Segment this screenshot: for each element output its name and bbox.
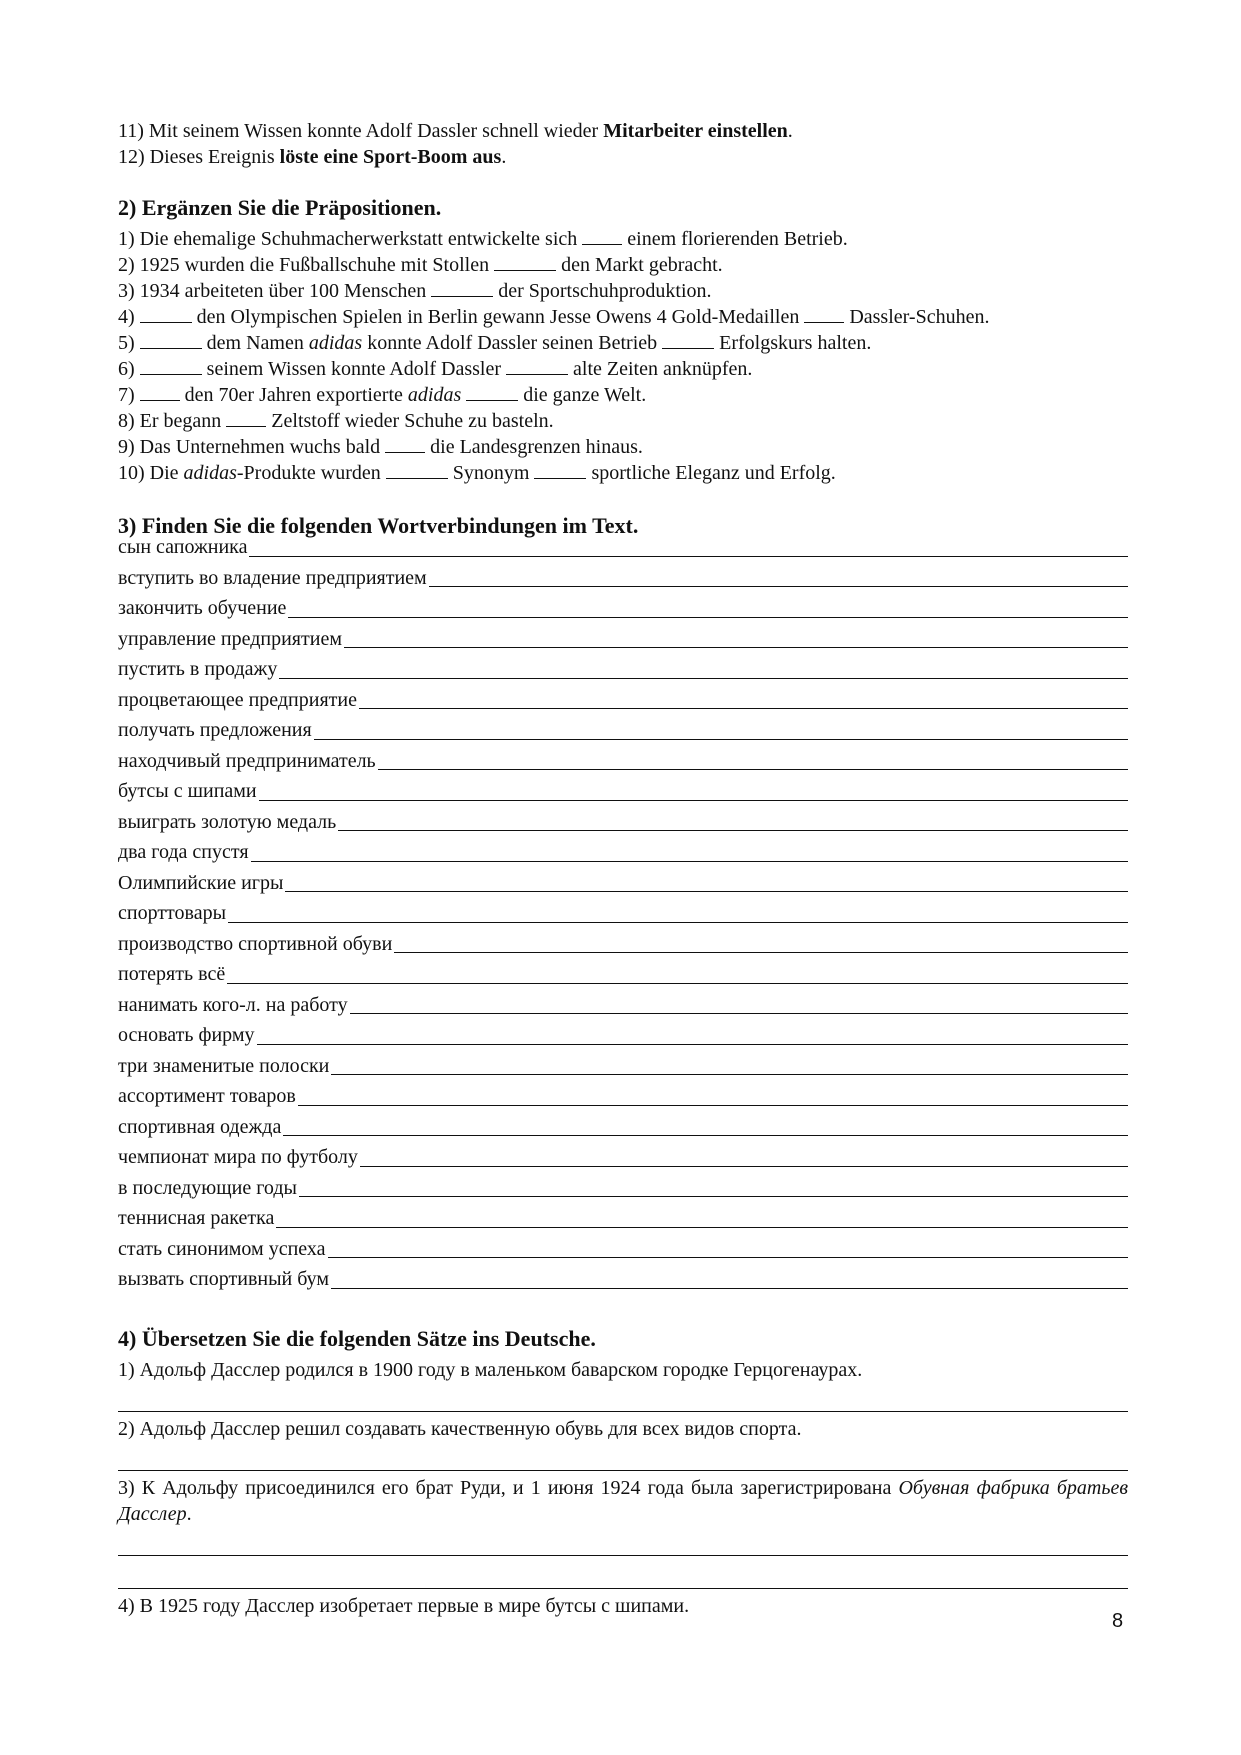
exercise-line: 4) den Olympischen Spielen in Berlin gewann Jesse Owens 4 Gold-Medaillen Dassler-Schuhen. [118, 306, 990, 328]
answer-line[interactable] [350, 1013, 1128, 1014]
word-combination-row [118, 807, 1128, 838]
exercise-line: 3) 1934 arbeiteten über 100 Menschen der Sportschuhproduktion. [118, 280, 712, 302]
answer-line[interactable] [331, 1288, 1128, 1289]
answer-line[interactable] [359, 708, 1128, 709]
word-combination-row [118, 959, 1128, 990]
sentence-11: 11) Mit seinem Wissen konnte Adolf Dassler schnell wieder Mitarbeiter einstellen. [118, 120, 793, 142]
word-combination-label: два года спустя [118, 841, 249, 863]
word-combination-label: Олимпийские игры [118, 871, 284, 894]
word-combination-label: находчивый предприниматель [118, 749, 376, 772]
word-combination-label: получать предложения [118, 719, 312, 741]
translation-sentence-4: 4) В 1925 году Дасслер изобретает первые в мире бутсы с шипами. [118, 1594, 690, 1617]
answer-line[interactable] [360, 1166, 1128, 1167]
word-combination-label: спорттовары [118, 902, 227, 924]
answer-line[interactable] [227, 983, 1128, 984]
word-combination-label: управление предприятием [118, 627, 342, 650]
word-combination-row [118, 1112, 1128, 1143]
answer-line[interactable] [228, 922, 1128, 923]
blank[interactable] [385, 434, 425, 453]
exercise-line: 8) Er begann Zeltstoff wieder Schuhe zu basteln. [118, 410, 554, 432]
exercise-line: 9) Das Unternehmen wuchs bald die Landesgrenzen hinaus. [118, 436, 643, 458]
word-combination-label: теннисная ракетка [118, 1207, 275, 1229]
answer-line[interactable] [328, 1257, 1128, 1258]
word-combination-label: вызвать спортивный бум [118, 1268, 330, 1290]
exercise-line: 1) Die ehemalige Schuhmacherwerkstatt entwickelte sich einem florierenden Betrieb. [118, 228, 848, 250]
word-combination-row [118, 1020, 1128, 1051]
blank[interactable] [386, 460, 448, 479]
word-combination-row [118, 654, 1128, 685]
answer-line[interactable] [394, 952, 1128, 953]
answer-line[interactable] [378, 769, 1128, 770]
word-combination-row [118, 990, 1128, 1021]
section-title: 4) Übersetzen Sie die folgenden Sätze ins Deutsche. [118, 1325, 596, 1351]
blank[interactable] [431, 278, 493, 297]
exercise-line: 10) Die adidas-Produkte wurden Synonym sportliche Eleganz und Erfolg. [118, 462, 836, 484]
blank[interactable] [140, 304, 192, 323]
answer-line[interactable] [288, 617, 1128, 618]
word-combination-row [118, 1142, 1128, 1173]
section-word-combinations [118, 512, 1128, 1295]
exercise-line: 2) 1925 wurden die Fußballschuhe mit Stollen den Markt gebracht. [118, 254, 723, 276]
answer-line[interactable] [283, 1135, 1128, 1136]
word-combination-row [118, 715, 1128, 746]
answer-line[interactable] [279, 678, 1128, 679]
word-combination-row [118, 1051, 1128, 1082]
answer-line[interactable] [344, 647, 1128, 648]
word-combination-row [118, 746, 1128, 777]
blank[interactable] [506, 356, 568, 375]
page-content [118, 118, 1128, 1619]
word-combination-row [118, 685, 1128, 716]
answer-line[interactable] [249, 556, 1128, 557]
word-combination-row [118, 929, 1128, 960]
blank[interactable] [140, 356, 202, 375]
word-combination-label: чемпионат мира по футболу [118, 1146, 358, 1168]
blank[interactable] [140, 382, 180, 401]
blank[interactable] [662, 330, 714, 349]
page-number: 8 [1112, 1610, 1124, 1632]
translation-sentence-2: 2) Адольф Дасслер решил создавать качественную обувь для всех видов спорта. [118, 1417, 802, 1440]
word-combination-row [118, 593, 1128, 624]
word-combination-row [118, 1173, 1128, 1204]
blank[interactable] [466, 382, 518, 401]
word-combination-label: бутсы с шипами [118, 780, 257, 802]
answer-line[interactable] [298, 1105, 1128, 1106]
word-combination-label: закончить обучение [118, 597, 287, 619]
word-combination-label: выиграть золотую медаль [118, 810, 337, 833]
blank[interactable] [494, 252, 556, 271]
section-prepositions [118, 194, 1128, 486]
answer-line[interactable] [118, 1383, 1128, 1412]
word-combination-row [118, 837, 1128, 868]
blank[interactable] [582, 226, 622, 245]
exercise-line: 7) den 70er Jahren exportierte adidas die ganze Welt. [118, 384, 647, 406]
word-combination-label: основать фирму [118, 1024, 255, 1046]
answer-line[interactable] [118, 1560, 1128, 1589]
answer-line[interactable] [338, 830, 1128, 831]
blank[interactable] [804, 304, 844, 323]
exercise-line: 5) dem Namen adidas konnte Adolf Dassler seinen Betrieb Erfolgskurs halten. [118, 332, 872, 354]
word-combination-row [118, 1203, 1128, 1234]
answer-line[interactable] [257, 1044, 1129, 1045]
answer-line[interactable] [276, 1227, 1128, 1228]
word-combination-row [118, 898, 1128, 929]
word-combination-label: в последующие годы [118, 1176, 297, 1199]
word-combination-row [118, 563, 1128, 594]
section1-tail [118, 118, 1128, 170]
word-combination-row [118, 868, 1128, 899]
word-combination-label: нанимать кого-л. на работу [118, 993, 348, 1016]
word-combination-label: вступить во владение предприятием [118, 566, 427, 589]
word-combination-label: ассортимент товаров [118, 1085, 296, 1107]
answer-line[interactable] [118, 1527, 1128, 1556]
translation-sentence-1: 1) Адольф Дасслер родился в 1900 году в маленьком баварском городке Герцогенаурах. [118, 1358, 863, 1381]
word-combination-row [118, 624, 1128, 655]
translation-sentence-3: 3) К Адольфу присоединился его брат Руди, и 1 июня 1924 года была зарегистрирована Обувная фабрика братьев Дасслер. [118, 1476, 1128, 1525]
word-combination-label: три знаменитые полоски [118, 1054, 330, 1077]
answer-line[interactable] [118, 1442, 1128, 1471]
section-title: 3) Finden Sie die folgenden Wortverbindungen im Text. [118, 513, 639, 538]
word-combination-label: пустить в продажу [118, 658, 278, 680]
blank[interactable] [534, 460, 586, 479]
word-combination-row [118, 1234, 1128, 1265]
answer-line[interactable] [285, 891, 1128, 892]
word-combination-label: производство спортивной обуви [118, 932, 393, 955]
sentence-12: 12) Dieses Ereignis löste eine Sport-Boom aus. [118, 146, 507, 168]
answer-line[interactable] [259, 800, 1128, 801]
word-combination-label: потерять всё [118, 963, 226, 985]
blank[interactable] [140, 330, 202, 349]
word-combination-row [118, 1264, 1128, 1295]
answer-line[interactable] [331, 1074, 1128, 1075]
word-combination-label: спортивная одежда [118, 1115, 282, 1138]
answer-line[interactable] [429, 586, 1128, 587]
exercise-line: 6) seinem Wissen konnte Adolf Dassler alte Zeiten anknüpfen. [118, 358, 753, 380]
word-combination-label: стать синонимом успеха [118, 1237, 326, 1260]
section-translation [118, 1325, 1128, 1619]
blank[interactable] [226, 408, 266, 427]
word-combination-row [118, 776, 1128, 807]
word-combination-list [118, 532, 1128, 1295]
answer-line[interactable] [314, 739, 1128, 740]
word-combination-row [118, 1081, 1128, 1112]
section-title: 2) Ergänzen Sie die Präpositionen. [118, 195, 442, 220]
answer-line[interactable] [299, 1196, 1128, 1197]
answer-line[interactable] [251, 861, 1128, 862]
word-combination-label: сын сапожника [118, 536, 248, 558]
word-combination-label: процветающее предприятие [118, 688, 357, 711]
